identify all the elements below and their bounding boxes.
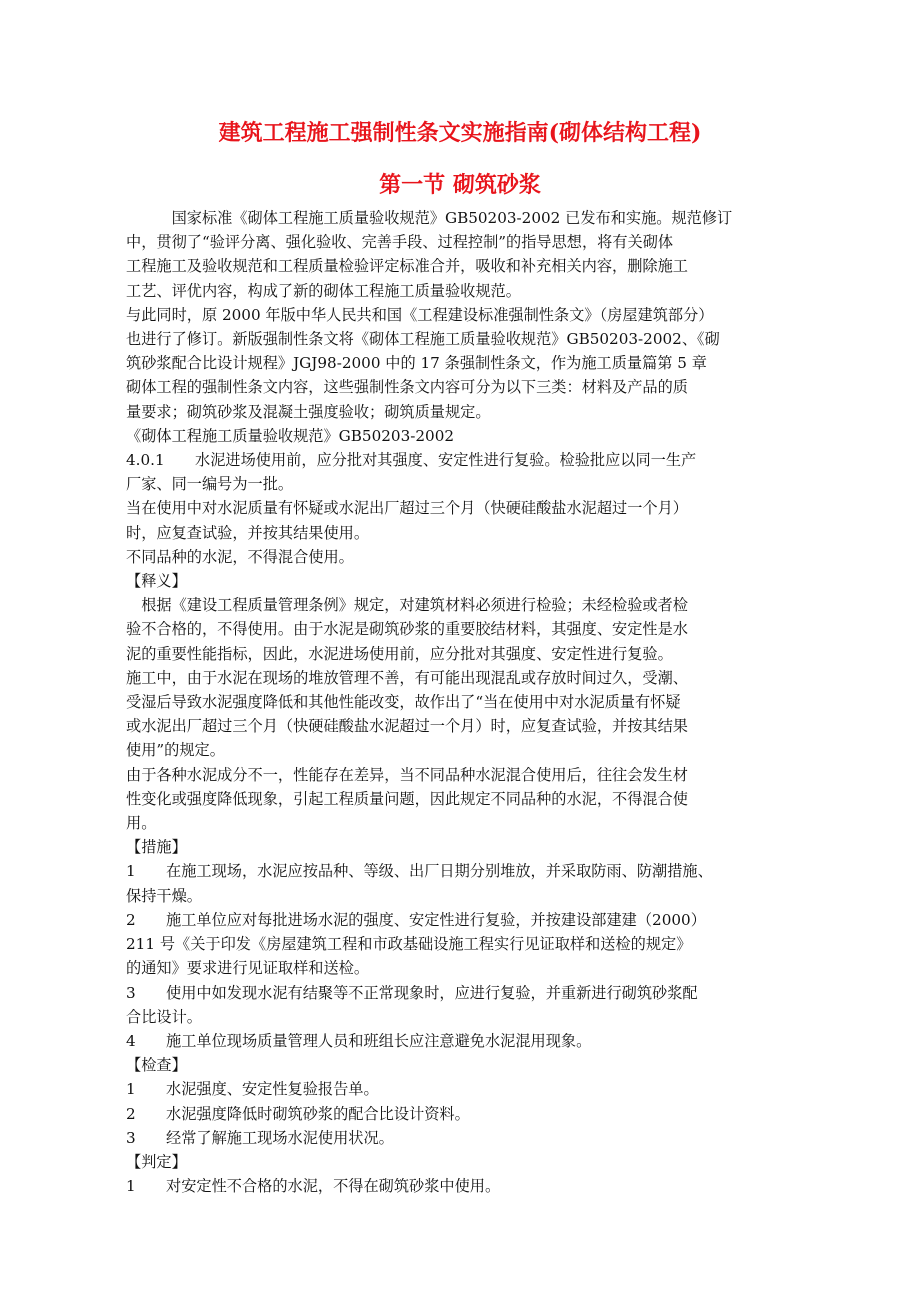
text-line: 【释义】: [126, 572, 187, 591]
section-heading: 第一节 砌筑砂浆: [379, 172, 541, 198]
text-line: 由于各种水泥成分不一，性能存在差异，当不同品种水泥混合使用后，往往会发生材: [126, 765, 688, 784]
text-line: 【措施】: [126, 838, 187, 857]
text-line: 也进行了修订。新版强制性条文将《砌体工程施工质量验收规范》GB50203-2002、《砌: [126, 330, 720, 349]
text-line: 【判定】: [126, 1152, 187, 1171]
text-line: 国家标准《砌体工程施工质量验收规范》GB50203-2002 已发布和实施。规范修订: [126, 209, 733, 227]
text-line: 用。: [126, 814, 157, 833]
text-line: 厂家、同一编号为一批。: [126, 475, 294, 494]
text-line: 受湿后导致水泥强度降低和其他性能改变，故作出了“当在使用中对水泥质量有怀疑: [126, 693, 681, 712]
text-line: 当在使用中对水泥质量有怀疑或水泥出厂超过三个月（快硬硅酸盐水泥超过一个月）: [126, 499, 688, 518]
text-line: 工程施工及验收规范和工程质量检验评定标准合并，吸收和补充相关内容，删除施工: [126, 257, 688, 276]
text-line: 砌体工程的强制性条文内容，这些强制性条文内容可分为以下三类：材料及产品的质: [126, 378, 688, 397]
text-line: 合比设计。: [126, 1007, 202, 1026]
text-line: 性变化或强度降低现象，引起工程质量问题，因此规定不同品种的水泥，不得混合使: [126, 789, 688, 808]
text-line: 3 使用中如发现水泥有结聚等不正常现象时，应进行复验，并重新进行砌筑砂浆配: [126, 983, 698, 1002]
text-line: 2 施工单位应对每批进场水泥的强度、安定性进行复验，并按建设部建建（2000）: [126, 910, 706, 929]
text-line: 的通知》要求进行见证取样和送检。: [126, 959, 369, 978]
text-line: 4 施工单位现场质量管理人员和班组长应注意避免水泥混用现象。: [126, 1031, 592, 1050]
text-line: 4.0.1 水泥进场使用前，应分批对其强度、安定性进行复验。检验批应以同一生产: [126, 451, 697, 470]
text-line: 验不合格的，不得使用。由于水泥是砌筑砂浆的重要胶结材料，其强度、安定性是水: [126, 620, 688, 639]
document-body: [126, 206, 816, 1198]
text-line: 与此同时，原 2000 年版中华人民共和国《工程建设标准强制性条文》（房屋建筑部分）: [126, 305, 714, 324]
text-line: 中，贯彻了“验评分离、强化验收、完善手段、过程控制”的指导思想，将有关砌体: [126, 233, 674, 252]
text-line: 211 号《关于印发《房屋建筑工程和市政基础设施工程实行见证取样和送检的规定》: [126, 935, 692, 954]
text-line: 量要求；砌筑砂浆及混凝土强度验收；砌筑质量规定。: [126, 402, 491, 421]
text-line: 【检查】: [126, 1056, 187, 1075]
text-line: 3 经常了解施工现场水泥使用状况。: [126, 1128, 394, 1147]
text-line: 时，应复查试验，并按其结果使用。: [126, 523, 369, 542]
text-line: 1 对安定性不合格的水泥，不得在砌筑砂浆中使用。: [126, 1177, 501, 1196]
text-line: 2 水泥强度降低时砌筑砂浆的配合比设计资料。: [126, 1104, 470, 1123]
text-line: 或水泥出厂超过三个月（快硬硅酸盐水泥超过一个月）时，应复查试验，并按其结果: [126, 717, 688, 736]
text-line: 根据《建设工程质量管理条例》规定，对建筑材料必须进行检验；未经检验或者检: [126, 596, 688, 615]
text-line: 《砌体工程施工质量验收规范》GB50203-2002: [126, 426, 455, 445]
text-line: 1 水泥强度、安定性复验报告单。: [126, 1080, 379, 1099]
text-line: 工艺、评优内容，构成了新的砌体工程施工质量验收规范。: [126, 281, 521, 300]
text-line: 使用”的规定。: [126, 741, 225, 760]
text-line: 泥的重要性能指标，因此，水泥进场使用前，应分批对其强度、安定性进行复验。: [126, 644, 673, 663]
text-line: 施工中，由于水泥在现场的堆放管理不善，有可能出现混乱或存放时间过久，受潮、: [126, 668, 688, 687]
text-line: 保持干燥。: [126, 886, 202, 905]
document-title: 建筑工程施工强制性条文实施指南(砌体结构工程): [218, 120, 702, 146]
text-line: 筑砂浆配合比设计规程》JGJ98-2000 中的 17 条强制性条文，作为施工质量篇第 5 章: [126, 354, 707, 373]
text-line: 不同品种的水泥，不得混合使用。: [126, 547, 354, 566]
text-line: 1 在施工现场，水泥应按品种、等级、出厂日期分别堆放，并采取防雨、防潮措施、: [126, 862, 713, 881]
